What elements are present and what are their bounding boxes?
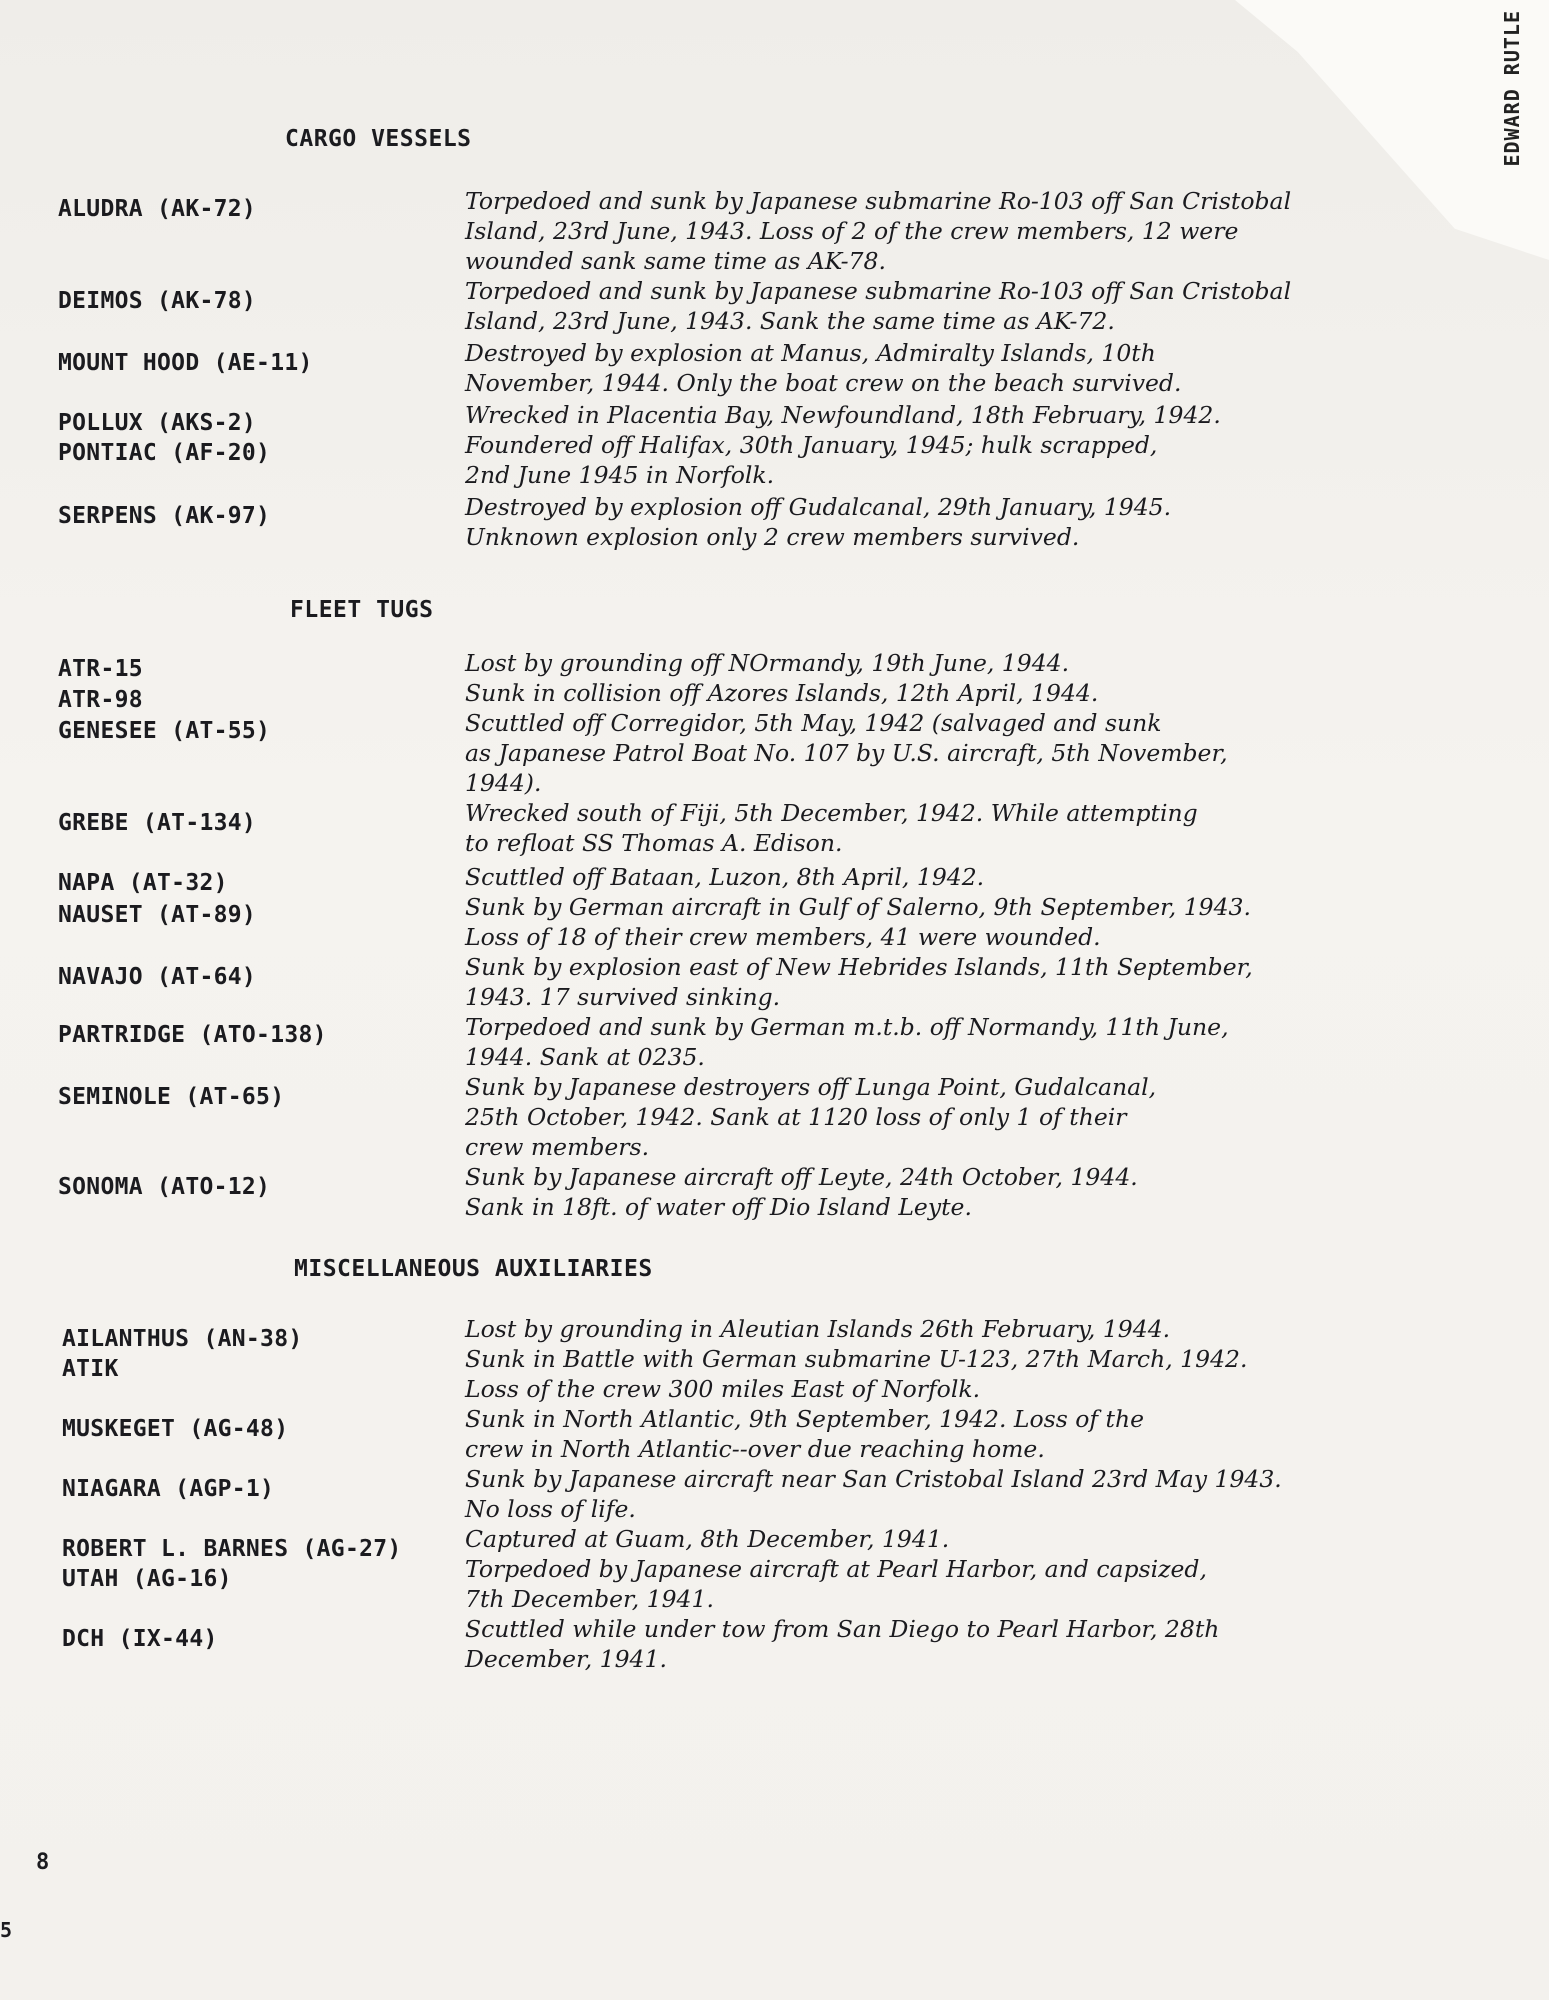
vessel-description: Destroyed by explosion off Gudalcanal, 29th January, 1945. Unknown explosion only 2 crew members survived.	[465, 493, 1172, 551]
vessel-description: Torpedoed and sunk by Japanese submarine Ro-103 off San Cristobal Island, 23rd June, 1943. Sank the same time as AK-72.	[465, 277, 1292, 335]
vessel-description: Sunk by Japanese aircraft off Leyte, 24th October, 1944. Sank in 18ft. of water off Dio Island Leyte.	[465, 1163, 1138, 1221]
vessel-description: Wrecked in Placentia Bay, Newfoundland, 18th February, 1942.	[465, 401, 1221, 429]
vessel-description: Sunk in North Atlantic, 9th September, 1942. Loss of the crew in North Atlantic--over due reaching home.	[465, 1405, 1145, 1463]
vessel-name: SEMINOLE (AT-65)	[58, 1084, 285, 1110]
section-title-miscellaneous-auxiliaries: MISCELLANEOUS AUXILIARIES	[294, 1256, 653, 1282]
side-label: EDWARD RUTLE	[1500, 10, 1524, 167]
vessel-name: ATR-15	[58, 656, 143, 682]
vessel-description: Torpedoed by Japanese aircraft at Pearl Harbor, and capsized, 7th December, 1941.	[465, 1555, 1207, 1613]
section-title-cargo-vessels: CARGO VESSELS	[285, 126, 472, 152]
vessel-name: DEIMOS (AK-78)	[58, 288, 257, 314]
edge-mark: 5	[0, 1918, 13, 1942]
vessel-name: ALUDRA (AK-72)	[58, 196, 257, 222]
section-title-fleet-tugs: FLEET TUGS	[290, 597, 434, 623]
vessel-name: ATIK	[62, 1356, 119, 1382]
vessel-description: Foundered off Halifax, 30th January, 1945; hulk scrapped, 2nd June 1945 in Norfolk.	[465, 431, 1158, 489]
vessel-description: Scuttled off Bataan, Luzon, 8th April, 1942.	[465, 863, 985, 891]
vessel-name: POLLUX (AKS-2)	[58, 410, 257, 436]
vessel-description: Destroyed by explosion at Manus, Admiralty Islands, 10th November, 1944. Only the boat crew on the beach survived.	[465, 339, 1182, 397]
vessel-name: NAUSET (AT-89)	[58, 902, 257, 928]
vessel-name: AILANTHUS (AN-38)	[62, 1326, 303, 1352]
vessel-description: Lost by grounding in Aleutian Islands 26th February, 1944.	[465, 1315, 1171, 1343]
vessel-name: ATR-98	[58, 687, 143, 713]
vessel-description: Sunk by explosion east of New Hebrides Islands, 11th September, 1943. 17 survived sinking.	[465, 953, 1253, 1011]
page-number: 8	[36, 1850, 50, 1875]
vessel-name: MUSKEGET (AG-48)	[62, 1416, 289, 1442]
vessel-name: MOUNT HOOD (AE-11)	[58, 350, 313, 376]
vessel-description: Wrecked south of Fiji, 5th December, 1942. While attempting to refloat SS Thomas A. Edison.	[465, 799, 1198, 857]
vessel-description: Sunk by Japanese destroyers off Lunga Point, Gudalcanal, 25th October, 1942. Sank at 1120 loss of only 1 of their crew members.	[465, 1073, 1157, 1161]
vessel-name: GENESEE (AT-55)	[58, 718, 271, 744]
vessel-description: Lost by grounding off NOrmandy, 19th June, 1944.	[465, 649, 1070, 677]
vessel-name: NAPA (AT-32)	[58, 870, 228, 896]
vessel-description: Torpedoed and sunk by German m.t.b. off Normandy, 11th June, 1944. Sank at 0235.	[465, 1013, 1229, 1071]
vessel-description: Captured at Guam, 8th December, 1941.	[465, 1525, 950, 1553]
vessel-name: NIAGARA (AGP-1)	[62, 1476, 275, 1502]
vessel-description: Sunk by Japanese aircraft near San Cristobal Island 23rd May 1943. No loss of life.	[465, 1465, 1282, 1523]
vessel-name: PONTIAC (AF-20)	[58, 440, 271, 466]
vessel-description: Scuttled while under tow from San Diego to Pearl Harbor, 28th December, 1941.	[465, 1615, 1220, 1673]
vessel-name: DCH (IX-44)	[62, 1626, 218, 1652]
vessel-name: GREBE (AT-134)	[58, 810, 257, 836]
vessel-name: UTAH (AG-16)	[62, 1566, 232, 1592]
vessel-description: Sunk in Battle with German submarine U-123, 27th March, 1942. Loss of the crew 300 miles East of Norfolk.	[465, 1345, 1248, 1403]
vessel-description: Torpedoed and sunk by Japanese submarine Ro-103 off San Cristobal Island, 23rd June, 1943. Loss of 2 of the crew members, 12 were wounded sank same time as AK-78.	[465, 187, 1292, 275]
vessel-name: SERPENS (AK-97)	[58, 503, 271, 529]
vessel-name: ROBERT L. BARNES (AG-27)	[62, 1536, 402, 1562]
vessel-name: PARTRIDGE (ATO-138)	[58, 1022, 327, 1048]
vessel-description: Sunk in collision off Azores Islands, 12th April, 1944.	[465, 679, 1099, 707]
vessel-name: SONOMA (ATO-12)	[58, 1174, 271, 1200]
vessel-name: NAVAJO (AT-64)	[58, 964, 257, 990]
vessel-description: Sunk by German aircraft in Gulf of Salerno, 9th September, 1943. Loss of 18 of their crew members, 41 were wounded.	[465, 893, 1251, 951]
vessel-description: Scuttled off Corregidor, 5th May, 1942 (salvaged and sunk as Japanese Patrol Boat No. 107 by U.S. aircraft, 5th November, 1944).	[465, 709, 1228, 797]
